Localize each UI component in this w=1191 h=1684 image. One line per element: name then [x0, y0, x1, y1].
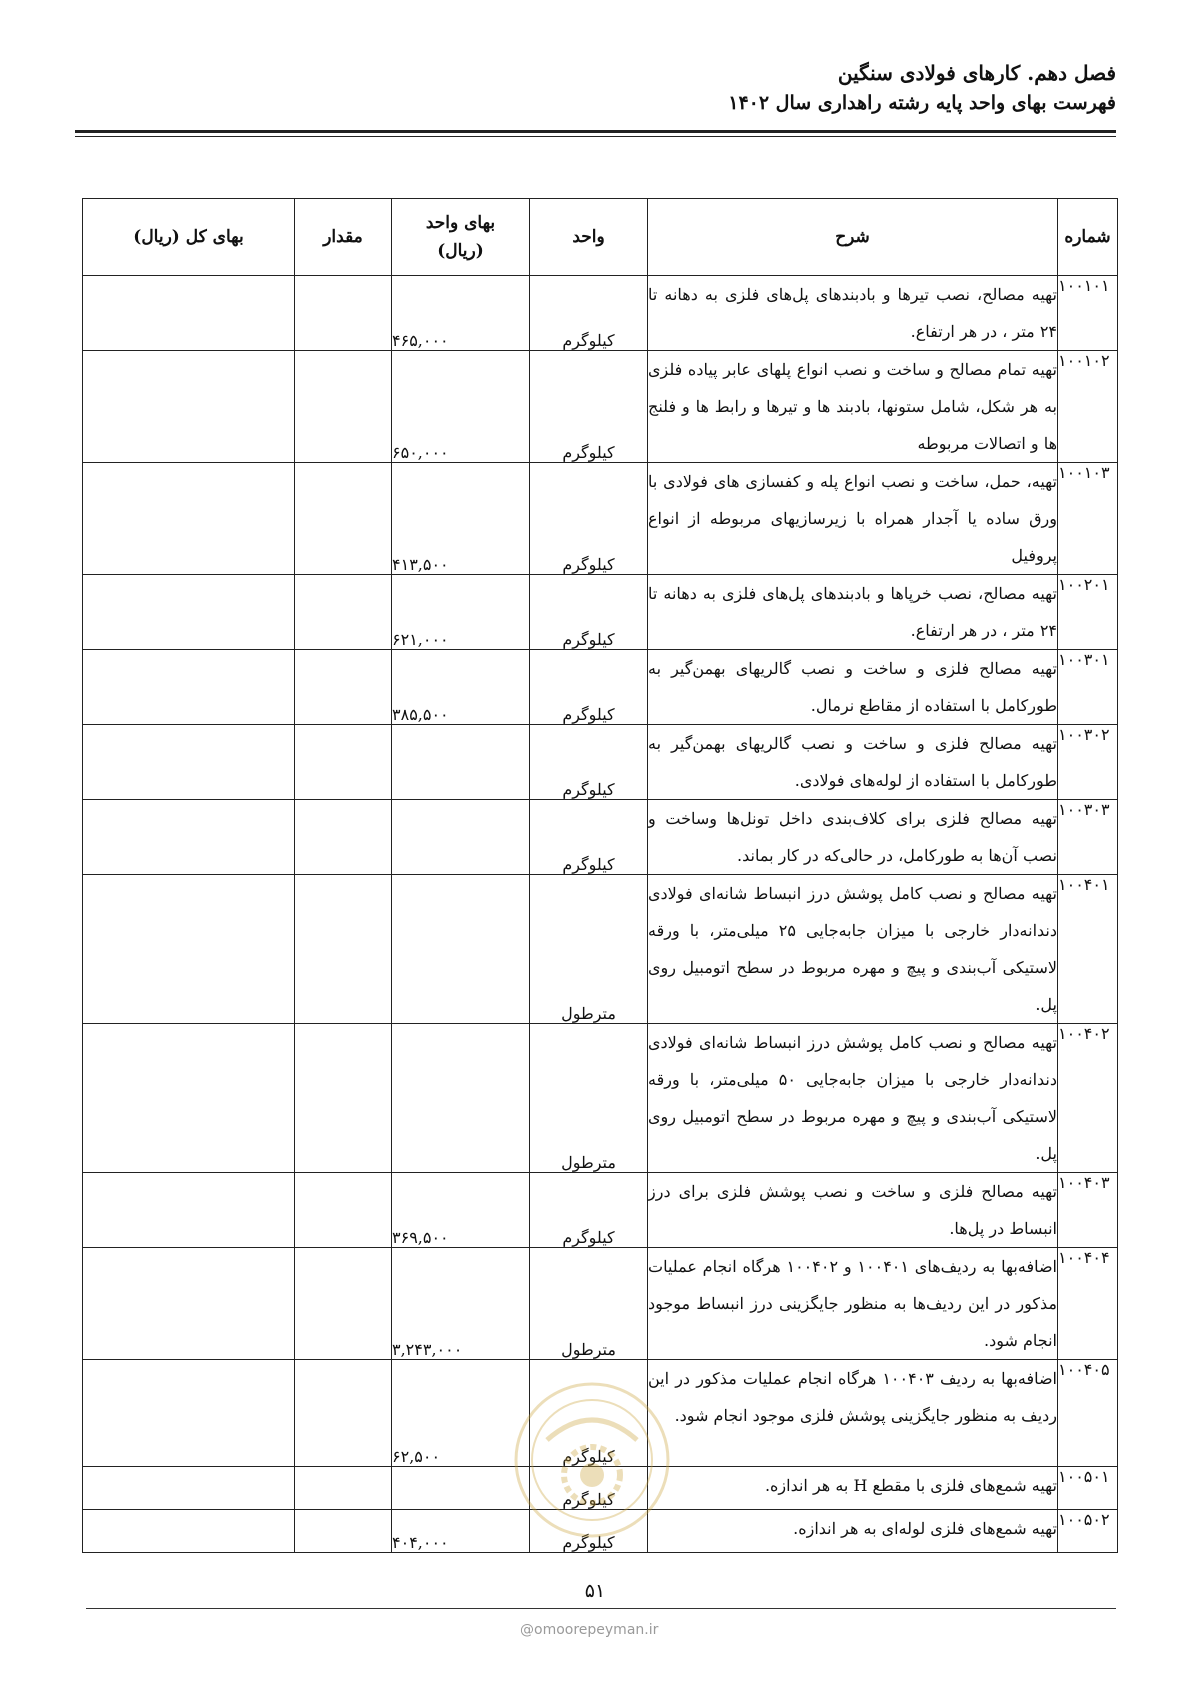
row-quantity [295, 650, 392, 725]
row-number: ۱۰۰۵۰۱ [1058, 1467, 1118, 1510]
table-row [83, 1467, 1118, 1510]
footer-rule [86, 1608, 1116, 1609]
row-total-price [83, 875, 295, 1024]
row-description: تهیه مصالح، نصب خرپاها و بادبندهای پل‌های فلزی به دهانه تا ۲۴ متر ، در هر ارتفاع. [648, 575, 1058, 650]
row-number: ۱۰۰۱۰۳ [1058, 463, 1118, 575]
row-unit: کیلوگرم [530, 351, 648, 463]
row-number: ۱۰۰۳۰۲ [1058, 725, 1118, 800]
table-row [83, 351, 1118, 463]
row-quantity [295, 875, 392, 1024]
table-row [83, 1360, 1118, 1467]
row-unit-price: ۴۱۳,۵۰۰ [392, 463, 530, 575]
row-number: ۱۰۰۴۰۴ [1058, 1248, 1118, 1360]
row-total-price [83, 575, 295, 650]
row-total-price [83, 725, 295, 800]
row-description: تهیه مصالح فلزی و ساخت و نصب گالریهای بهمن‌گیر به طورکامل با استفاده از لوله‌های فولادی. [648, 725, 1058, 800]
row-unit: مترطول [530, 1024, 648, 1173]
row-description: تهیه مصالح، نصب تیرها و بادبندهای پل‌های فلزی به دهانه تا ۲۴ متر ، در هر ارتفاع. [648, 276, 1058, 351]
row-quantity [295, 1024, 392, 1173]
row-description: تهیه مصالح و نصب کامل پوشش درز انبساط شانه‌ای فولادی دندانه‌دار خارجی با میزان جابه‌جایی ۵۰ میلی‌متر، با ورقه لاستیکی آب‌بندی و پیچ و مهره مربوط در سطح اتومبیل روی پل. [648, 1024, 1058, 1173]
row-description: تهیه مصالح و نصب کامل پوشش درز انبساط شانه‌ای فولادی دندانه‌دار خارجی با میزان جابه‌جایی ۲۵ میلی‌متر، با ورقه لاستیکی آب‌بندی و پیچ و مهره مربوط در سطح اتومبیل روی پل. [648, 875, 1058, 1024]
row-description: تهیه شمع‌های فلزی لوله‌ای به هر اندازه. [648, 1510, 1058, 1553]
header-rule-thin [75, 136, 1116, 137]
row-unit-price [392, 725, 530, 800]
row-quantity [295, 725, 392, 800]
row-unit: کیلوگرم [530, 463, 648, 575]
row-unit: کیلوگرم [530, 1510, 648, 1553]
row-unit: مترطول [530, 875, 648, 1024]
table-row [83, 1510, 1118, 1553]
row-number: ۱۰۰۱۰۲ [1058, 351, 1118, 463]
row-description: تهیه شمع‌های فلزی با مقطع H به هر اندازه. [648, 1467, 1058, 1510]
row-number: ۱۰۰۲۰۱ [1058, 575, 1118, 650]
row-unit-price: ۴۶۵,۰۰۰ [392, 276, 530, 351]
table-header-row [83, 199, 1118, 276]
row-total-price [83, 1024, 295, 1173]
row-unit: کیلوگرم [530, 575, 648, 650]
table-row [83, 1024, 1118, 1173]
row-total-price [83, 1510, 295, 1553]
row-unit: مترطول [530, 1248, 648, 1360]
col-header-unit-price-title: بهای واحد [425, 213, 496, 233]
row-unit-price [392, 800, 530, 875]
col-header-description: شرح [648, 199, 1058, 276]
row-quantity [295, 463, 392, 575]
table-row [83, 650, 1118, 725]
row-unit-price: ۳۶۹,۵۰۰ [392, 1173, 530, 1248]
row-description: اضافه‌بها به ردیف ۱۰۰۴۰۳ هرگاه انجام عملیات مذکور در این ردیف به منظور جایگزینی پوشش فلزی موجود انجام شود. [648, 1360, 1058, 1467]
row-total-price [83, 800, 295, 875]
row-total-price [83, 351, 295, 463]
row-quantity [295, 1360, 392, 1467]
row-description: تهیه، حمل، ساخت و نصب انواع پله و کفسازی های فولادی با ورق ساده یا آجدار همراه با زیرسازیهای مربوطه از انواع پروفیل [648, 463, 1058, 575]
row-total-price [83, 1360, 295, 1467]
row-description: تهیه مصالح فلزی و ساخت و نصب پوشش فلزی برای درز انبساط در پل‌ها. [648, 1173, 1058, 1248]
row-unit-price: ۶۵۰,۰۰۰ [392, 351, 530, 463]
row-total-price [83, 463, 295, 575]
row-unit-price: ۶۲,۵۰۰ [392, 1360, 530, 1467]
table-row [83, 725, 1118, 800]
price-table [82, 198, 1118, 1553]
col-header-unit: واحد [530, 199, 648, 276]
row-unit-price: ۳,۲۴۳,۰۰۰ [392, 1248, 530, 1360]
row-total-price [83, 276, 295, 351]
row-quantity [295, 1510, 392, 1553]
row-quantity [295, 276, 392, 351]
row-number: ۱۰۰۴۰۱ [1058, 875, 1118, 1024]
row-unit-price [392, 875, 530, 1024]
col-header-unit-price [392, 199, 530, 276]
row-quantity [295, 1173, 392, 1248]
row-number: ۱۰۰۳۰۱ [1058, 650, 1118, 725]
row-number: ۱۰۰۵۰۲ [1058, 1510, 1118, 1553]
watermark-text: @omoorepeyman.ir [520, 1622, 659, 1638]
col-header-unit-price-currency: (ریال) [437, 241, 484, 261]
row-unit: کیلوگرم [530, 1173, 648, 1248]
header-rule-thick [75, 130, 1116, 133]
page-header [66, 58, 1116, 118]
row-number: ۱۰۰۳۰۳ [1058, 800, 1118, 875]
row-unit-price: ۶۲۱,۰۰۰ [392, 575, 530, 650]
row-description: تهیه مصالح فلزی و ساخت و نصب گالریهای بهمن‌گیر به طورکامل با استفاده از مقاطع نرمال. [648, 650, 1058, 725]
row-total-price [83, 650, 295, 725]
page-number: ۵۱ [584, 1580, 606, 1602]
row-unit: کیلوگرم [530, 1360, 648, 1467]
row-unit: کیلوگرم [530, 800, 648, 875]
row-total-price [83, 1467, 295, 1510]
table-row [83, 800, 1118, 875]
row-unit-price [392, 1024, 530, 1173]
document-title: فهرست بهای واحد پایه رشته راهداری سال ۱۴۰۲ [728, 92, 1116, 114]
table-row [83, 875, 1118, 1024]
row-quantity [295, 575, 392, 650]
chapter-title: فصل دهم. کارهای فولادی سنگین [837, 61, 1116, 85]
table-row [83, 1173, 1118, 1248]
row-total-price [83, 1248, 295, 1360]
row-unit: کیلوگرم [530, 650, 648, 725]
row-description: تهیه مصالح فلزی برای کلاف‌بندی داخل تونل‌ها وساخت و نصب آن‌ها به طورکامل، در حالی‌که در کار بماند. [648, 800, 1058, 875]
row-total-price [83, 1173, 295, 1248]
row-description: تهیه تمام مصالح و ساخت و نصب انواع پلهای عابر پیاده فلزی به هر شکل، شامل ستونها، بادبند ها و تیرها و رابط ها و فلنج ها و اتصالات مربوطه [648, 351, 1058, 463]
row-unit: کیلوگرم [530, 725, 648, 800]
row-number: ۱۰۰۱۰۱ [1058, 276, 1118, 351]
table-row [83, 276, 1118, 351]
col-header-number: شماره [1058, 199, 1118, 276]
row-quantity [295, 351, 392, 463]
col-header-quantity: مقدار [295, 199, 392, 276]
table-row [83, 1248, 1118, 1360]
row-quantity [295, 1248, 392, 1360]
col-header-total-price: بهای کل (ریال) [83, 199, 295, 276]
row-unit: کیلوگرم [530, 276, 648, 351]
row-quantity [295, 1467, 392, 1510]
row-unit-price: ۴۰۴,۰۰۰ [392, 1510, 530, 1553]
row-quantity [295, 800, 392, 875]
row-unit: کیلوگرم [530, 1467, 648, 1510]
row-unit-price [392, 1467, 530, 1510]
row-number: ۱۰۰۴۰۲ [1058, 1024, 1118, 1173]
row-description: اضافه‌بها به ردیف‌های ۱۰۰۴۰۱ و ۱۰۰۴۰۲ هرگاه انجام عملیات مذکور در این ردیف‌ها به منظور جایگزینی درز انبساط موجود انجام شود. [648, 1248, 1058, 1360]
row-unit-price: ۳۸۵,۵۰۰ [392, 650, 530, 725]
table-row [83, 463, 1118, 575]
row-number: ۱۰۰۴۰۵ [1058, 1360, 1118, 1467]
row-number: ۱۰۰۴۰۳ [1058, 1173, 1118, 1248]
table-row [83, 575, 1118, 650]
